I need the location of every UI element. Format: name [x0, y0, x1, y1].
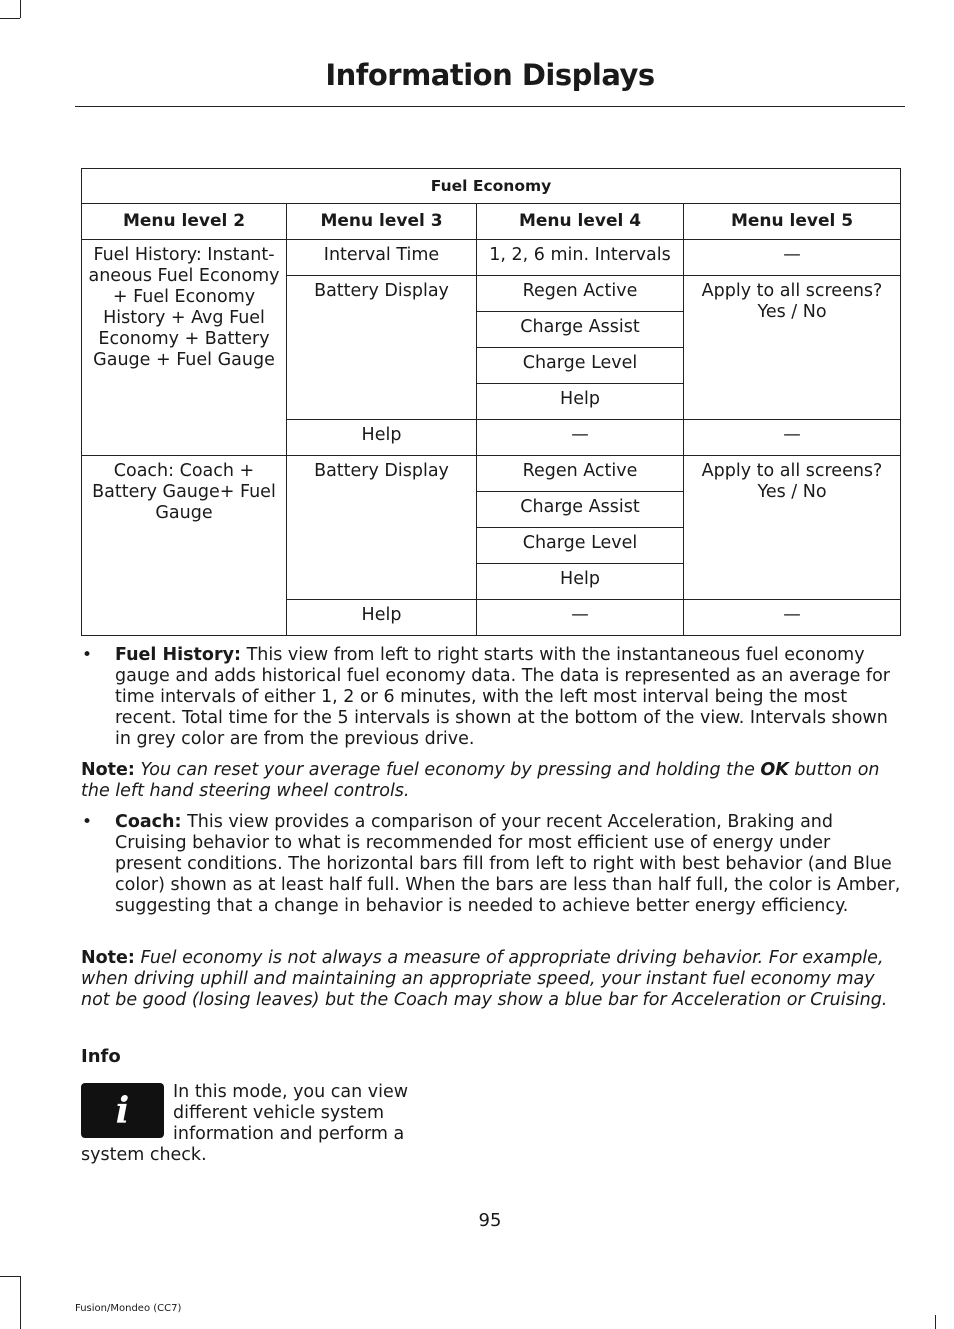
footer-model: Fusion/Mondeo (CC7): [75, 1303, 182, 1314]
coach-text: This view provides a comparison of your recent Acceleration, Braking and Cruising behavior to what is recommended for most efficient use of energy under present conditions. The horizontal bars fill from left to right with best behavior (and Blue color) shown as at least half full. When the bars are less than half full, the color is Amber, suggesting that a change in behavior is needed to achieve better energy efficiency.: [115, 812, 901, 916]
cell-text: Help: [560, 569, 600, 589]
cell-text: Regen Active: [522, 281, 638, 301]
cell-help: [287, 600, 477, 636]
table-row: [82, 456, 901, 492]
cell-text: Coach: Coach + Battery Gauge+ Fuel Gauge: [92, 461, 276, 523]
cell-charge-level: [477, 528, 684, 564]
header-menu-level-5: Menu level 5: [684, 204, 901, 240]
crop-mark: [0, 1276, 20, 1277]
note-text: Fuel economy is not always a measure of appropriate driving behavior. For example, when driving uphill and maintaining an appropriate speed, your instant fuel economy may not be good (losing leaves) but the Coach may show a blue bar for Acceleration or Cruising.: [81, 948, 888, 1010]
cell-dash: [684, 420, 901, 456]
note-label: Note:: [81, 760, 135, 780]
page-title: Information Displays: [325, 58, 655, 92]
cell-regen-active: [477, 456, 684, 492]
cell-dash: [477, 420, 684, 456]
header-menu-level-3: Menu level 3: [287, 204, 477, 240]
cell-text: —: [783, 605, 801, 625]
cell-text: Charge Assist: [520, 317, 640, 337]
cell-coach: [82, 456, 287, 636]
info-description-continued: system check.: [81, 1145, 207, 1165]
cell-dash: [477, 600, 684, 636]
note-fuel-economy-behavior: [81, 948, 901, 1011]
fuel-history-label: Fuel History:: [115, 645, 241, 665]
cell-text: Charge Assist: [520, 497, 640, 517]
cell-battery-display: [287, 456, 477, 600]
cell-help: [477, 384, 684, 420]
cell-charge-assist: [477, 492, 684, 528]
crop-mark: [20, 1276, 21, 1329]
cell-text: Help: [361, 425, 402, 445]
title-divider: [75, 106, 905, 107]
cell-text: Interval Time: [323, 245, 440, 265]
coach-paragraph: [115, 812, 901, 917]
info-icon-glyph: i: [115, 1089, 130, 1132]
bullet-marker: •: [82, 812, 93, 832]
coach-label: Coach:: [115, 812, 182, 832]
note-reset-fuel-economy: [81, 760, 901, 802]
cell-text: —: [783, 245, 801, 265]
note-text: You can reset your average fuel economy by pressing and holding the: [134, 760, 761, 780]
note-label: Note:: [81, 948, 135, 968]
cell-text: Help: [560, 389, 600, 409]
cell-text: Charge Level: [522, 353, 638, 373]
fuel-history-paragraph: [115, 645, 901, 750]
header-menu-level-4: Menu level 4: [477, 204, 684, 240]
cell-dash: [684, 600, 901, 636]
ok-button-reference: OK: [760, 760, 789, 780]
table-row: [82, 240, 901, 276]
cell-help: [287, 420, 477, 456]
crop-mark: [0, 18, 20, 19]
crop-mark: [20, 0, 21, 18]
cell-dash: [684, 240, 901, 276]
cell-text: Apply to all screens? Yes / No: [701, 281, 883, 322]
info-description: In this mode, you can view different vehicle system information and perform a: [173, 1082, 409, 1144]
info-heading: Info: [81, 1046, 121, 1067]
cell-fuel-history: [82, 240, 287, 456]
cell-charge-level: [477, 348, 684, 384]
cell-battery-display: [287, 276, 477, 420]
fuel-history-text: This view from left to right starts with the instantaneous fuel economy gauge and adds historical fuel economy data. The data is represented as an average for time intervals of either 1, 2 or 6 minutes, with the left most interval being the most recent. Total time for the 5 intervals is shown at the bottom of the view. Intervals shown in grey color are from the previous drive.: [115, 645, 890, 749]
table-caption: Fuel Economy: [82, 169, 901, 204]
cell-text: Fuel History: Instant-aneous Fuel Economy + Fuel Economy History + Avg Fuel Economy + Battery Gauge + Fuel Gauge: [88, 245, 280, 370]
cell-apply-all-screens: [684, 276, 901, 420]
cell-text: Regen Active: [522, 461, 638, 481]
cell-apply-all-screens: [684, 456, 901, 600]
cell-charge-assist: [477, 312, 684, 348]
cell-text: Help: [361, 605, 402, 625]
cell-text: Battery Display: [314, 461, 449, 481]
page-number: 95: [478, 1210, 502, 1231]
cell-interval-time: [287, 240, 477, 276]
cell-text: 1, 2, 6 min. Intervals: [489, 245, 671, 265]
bullet-marker: •: [82, 645, 93, 665]
cell-text: —: [571, 605, 589, 625]
info-icon: [81, 1083, 164, 1138]
cell-text: —: [783, 425, 801, 445]
cell-text: Battery Display: [314, 281, 449, 301]
cell-regen-active: [477, 276, 684, 312]
cell-intervals: [477, 240, 684, 276]
cell-text: Apply to all screens? Yes / No: [701, 461, 883, 502]
crop-mark: [935, 1315, 936, 1329]
cell-help: [477, 564, 684, 600]
note-text: button on the left hand steering wheel controls.: [81, 760, 880, 801]
cell-text: Charge Level: [522, 533, 638, 553]
header-menu-level-2: Menu level 2: [82, 204, 287, 240]
fuel-economy-table: [81, 168, 901, 636]
cell-text: —: [571, 425, 589, 445]
